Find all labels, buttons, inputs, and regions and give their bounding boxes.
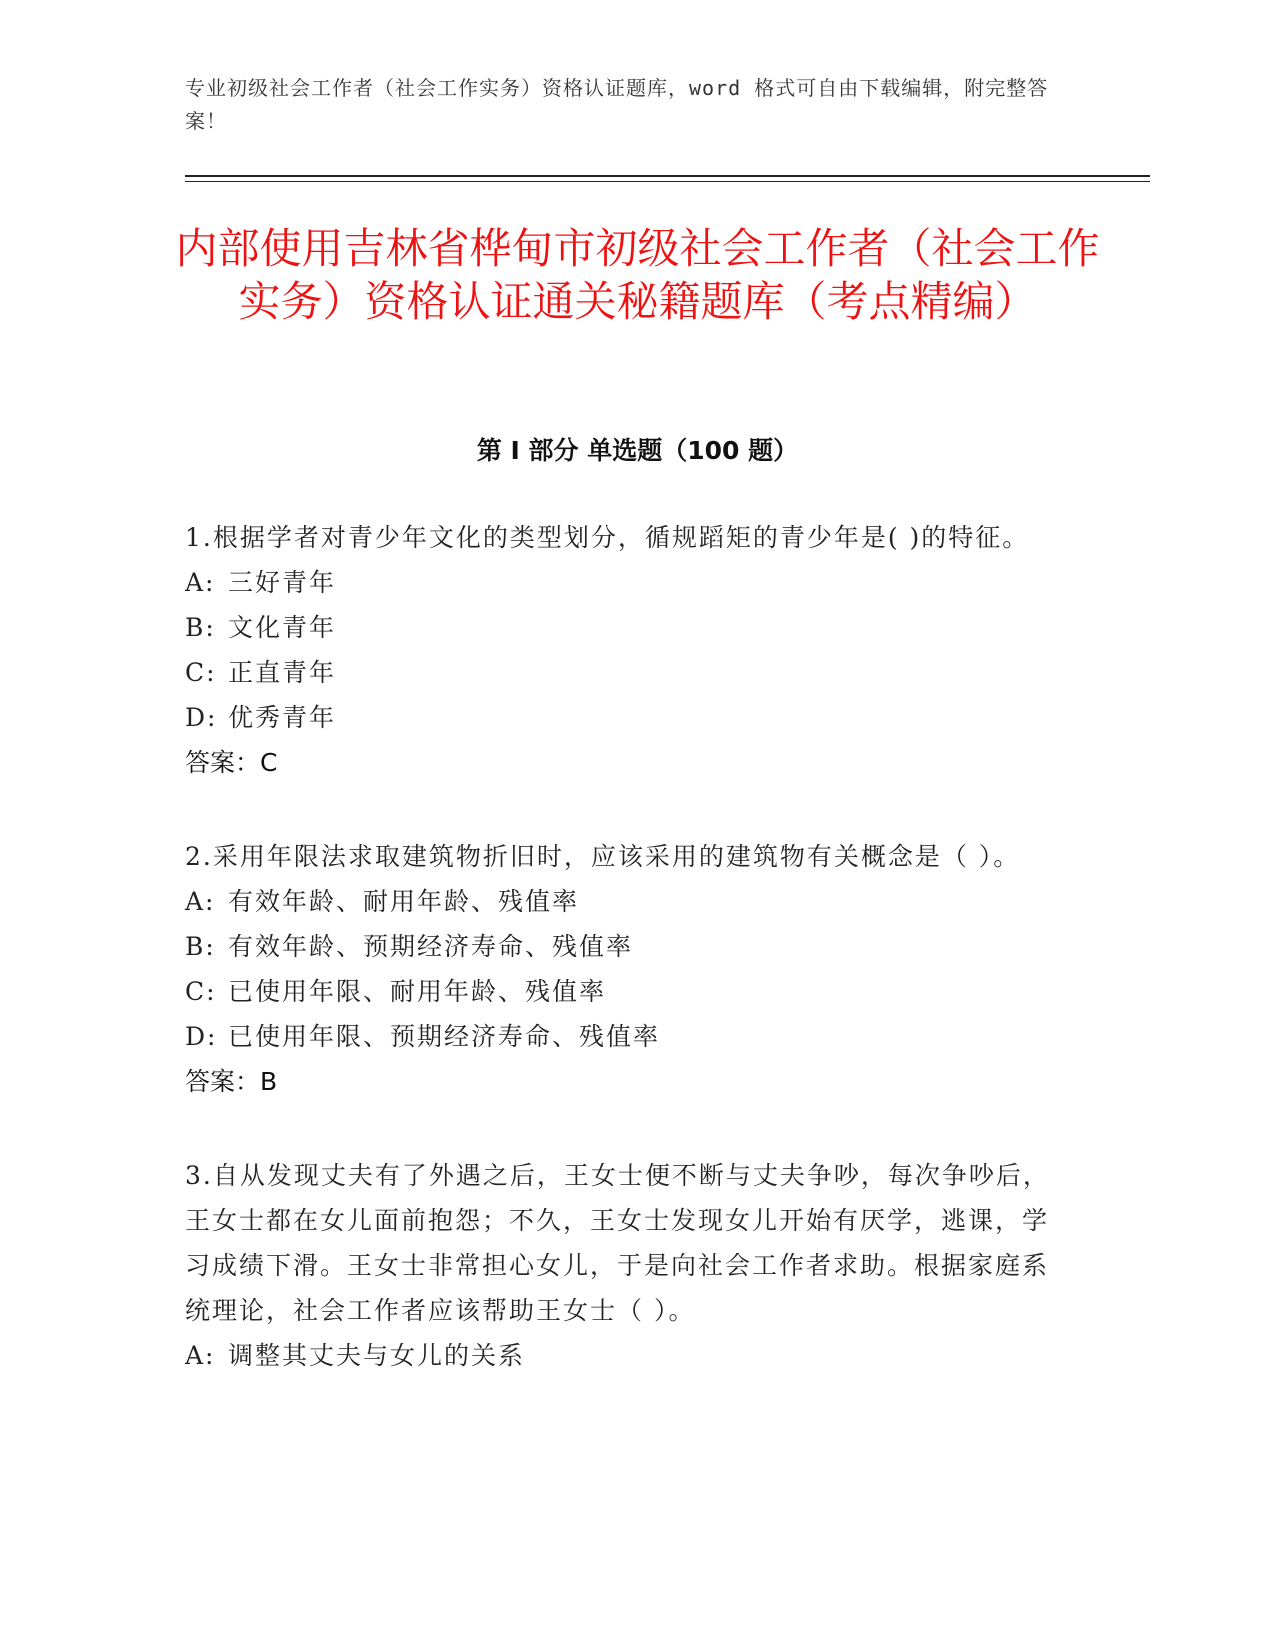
option-a [185,1333,1065,1378]
document-title: 内部使用吉林省桦甸市初级社会工作者（社会工作实务）资格认证通关秘籍题库（考点精编） [175,224,1100,326]
header-divider-thick [185,175,1150,177]
answer-line: 答案：C [185,748,278,777]
question-stem: 3.自从发现丈夫有了外遇之后，王女士便不断与丈夫争吵，每次争吵后，王女士都在女儿面前抱怨；不久，王女士发现女儿开始有厌学，逃课，学习成绩下滑。王女士非常担心女儿，于是向社会工作者求助。根据家庭系统理论，社会工作者应该帮助王女士（ ）。 [185,1161,1050,1325]
option-letter: A: [185,887,216,916]
option-letter: A: [185,1341,216,1370]
option-text: 有效年龄、预期经济寿命、残值率 [228,932,634,961]
question-3 [185,1153,1065,1378]
option-a [185,879,1065,924]
option-letter: D: [185,1022,218,1051]
option-letter: C: [185,977,217,1006]
option-text: 文化青年 [228,613,337,642]
option-letter: A: [185,568,216,597]
option-letter: B: [185,932,216,961]
question-1 [185,515,1065,785]
answer-line: 答案：B [185,1067,278,1096]
option-c [185,650,1065,695]
option-letter: B: [185,613,216,642]
question-stem: 2.采用年限法求取建筑物折旧时，应该采用的建筑物有关概念是（ ）。 [185,842,1021,871]
option-text: 优秀青年 [228,703,337,732]
header-note: 专业初级社会工作者（社会工作实务）资格认证题库，word 格式可自由下载编辑，附完整答案！ [185,76,1049,133]
option-text: 正直青年 [228,658,337,687]
question-2 [185,834,1065,1104]
option-c [185,969,1065,1014]
header-divider-thin [185,181,1150,182]
question-list [185,515,1065,1427]
option-d [185,1014,1065,1059]
option-b [185,924,1065,969]
option-text: 已使用年限、预期经济寿命、残值率 [228,1022,661,1051]
option-text: 三好青年 [228,568,337,597]
option-text: 调整其丈夫与女儿的关系 [228,1341,526,1370]
option-d [185,695,1065,740]
option-b [185,605,1065,650]
option-text: 已使用年限、耐用年龄、残值率 [228,977,607,1006]
question-stem: 1.根据学者对青少年文化的类型划分，循规蹈矩的青少年是( )的特征。 [185,523,1030,552]
option-text: 有效年龄、耐用年龄、残值率 [228,887,580,916]
option-a [185,560,1065,605]
option-letter: C: [185,658,217,687]
option-letter: D: [185,703,218,732]
section-title: 第 I 部分 单选题（100 题） [476,436,799,465]
